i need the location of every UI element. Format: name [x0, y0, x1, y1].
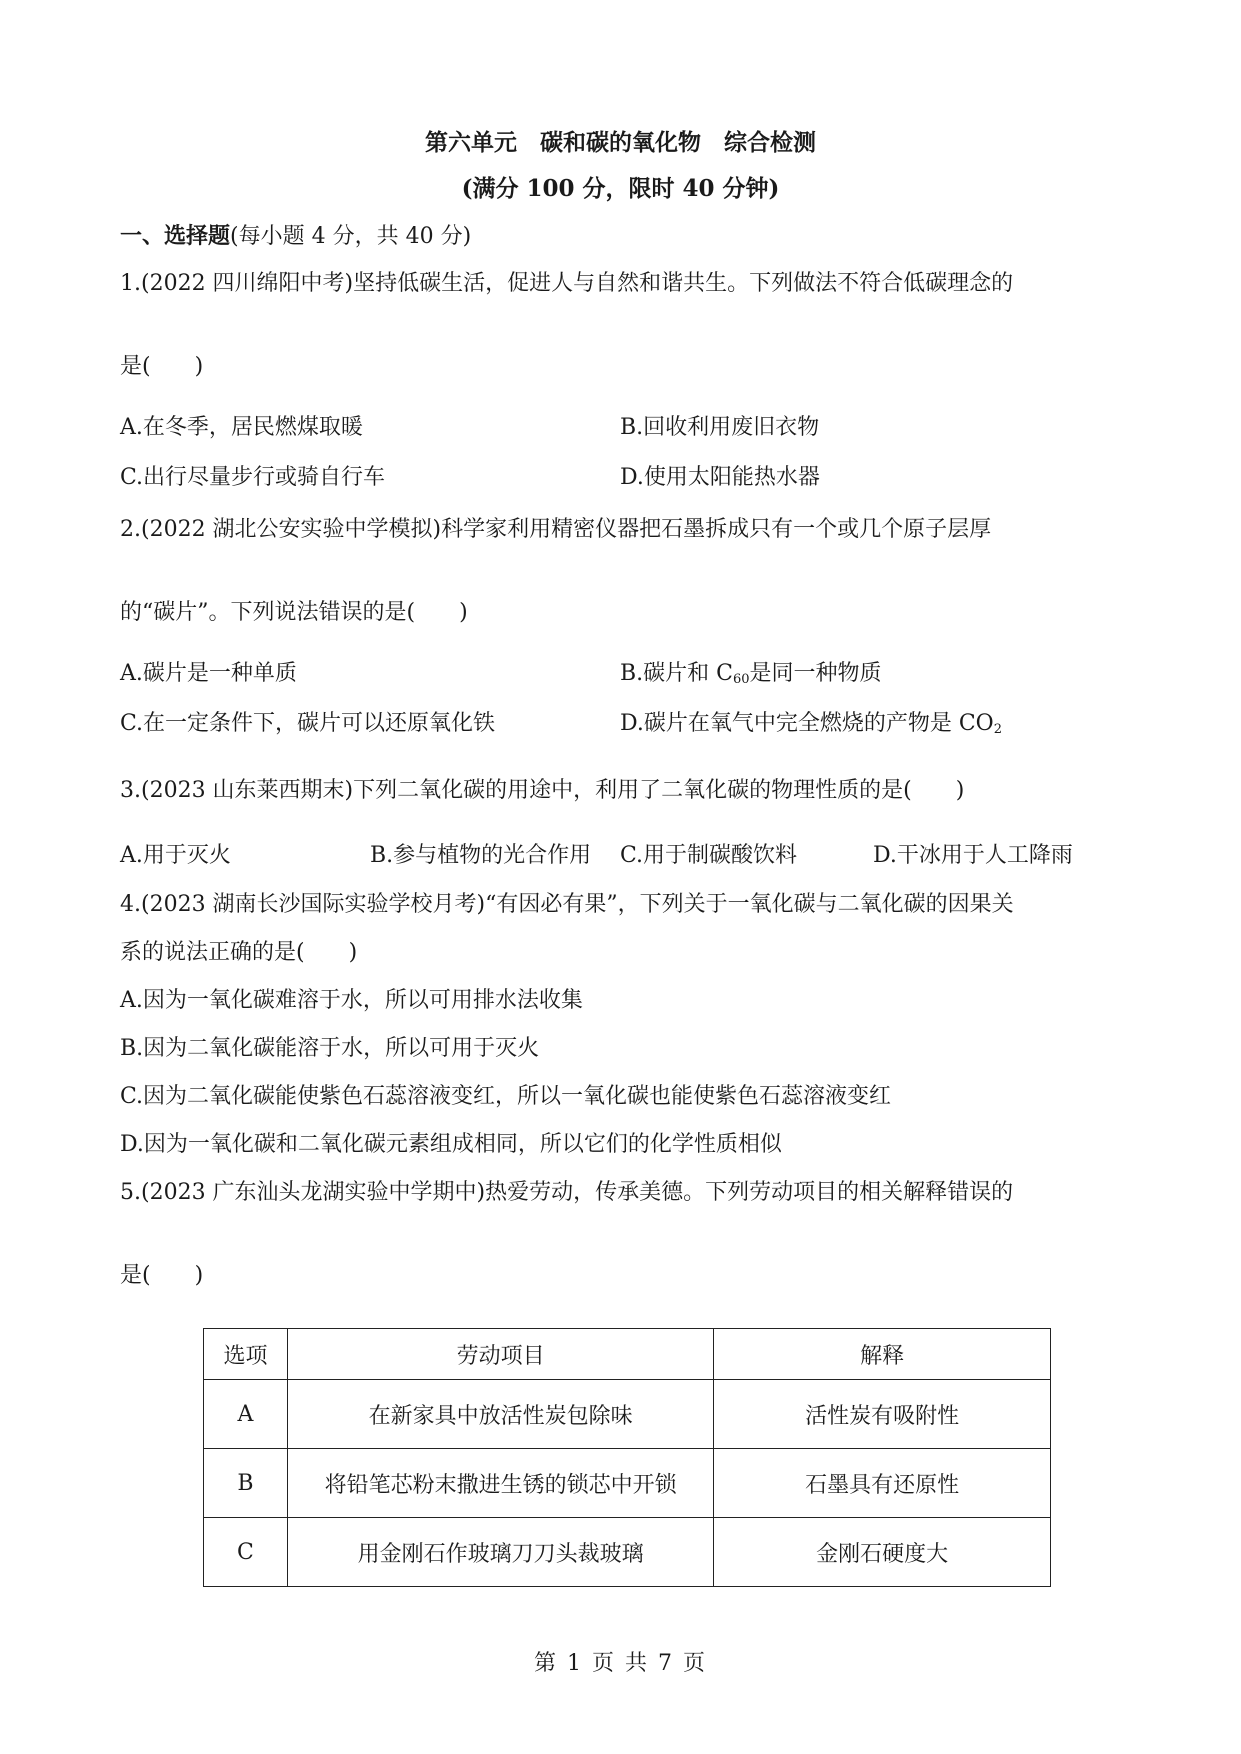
question-2-stem-line1: 2.(2022 湖北公安实验中学模拟)科学家利用精密仪器把石墨拆成只有一个或几个原子层厚 — [120, 517, 992, 542]
question-4-stem-line2: 系的说法正确的是( ) — [120, 940, 358, 965]
section-heading-note: (每小题 4 分，共 40 分) — [230, 224, 472, 249]
question-2-option-a: A.碳片是一种单质 — [120, 661, 297, 686]
question-1-option-c: C.出行尽量步行或骑自行车 — [120, 465, 386, 490]
question-4-stem-line1: 4.(2023 湖南长沙国际实验学校月考)“有因必有果”，下列关于一氧化碳与二氧化碳的因果关 — [120, 892, 1014, 917]
question-2-option-d-subscript: 2 — [993, 722, 1002, 737]
table-cell-labor: 在新家具中放活性炭包除味 — [287, 1380, 713, 1449]
table-cell-labor: 用金刚石作玻璃刀刀头裁玻璃 — [287, 1518, 713, 1587]
page-title: 第六单元 碳和碳的氧化物 综合检测 — [425, 129, 816, 156]
table-header-cell: 选项 — [204, 1329, 288, 1380]
table-cell-explanation: 活性炭有吸附性 — [714, 1380, 1051, 1449]
table-row — [204, 1449, 1051, 1518]
table-header-row — [204, 1329, 1051, 1380]
table-cell-labor: 将铅笔芯粉末撒进生锈的锁芯中开锁 — [287, 1449, 713, 1518]
question-3-option-d: D.干冰用于人工降雨 — [873, 843, 1073, 868]
question-2-option-b — [620, 656, 882, 687]
table-header-cell: 劳动项目 — [287, 1329, 713, 1380]
question-2-stem-line2: 的“碳片”。下列说法错误的是( ) — [120, 600, 468, 625]
page-subtitle: (满分 100 分，限时 40 分钟) — [461, 175, 780, 202]
question-1-option-b: B.回收利用废旧衣物 — [620, 415, 820, 440]
question-1-stem-line1: 1.(2022 四川绵阳中考)坚持低碳生活，促进人与自然和谐共生。下列做法不符合低碳理念的 — [120, 271, 1014, 296]
table-cell-option: A — [204, 1380, 288, 1449]
table-header-cell: 解释 — [714, 1329, 1051, 1380]
question-1-option-a: A.在冬季，居民燃煤取暖 — [120, 415, 363, 440]
table-cell-explanation: 石墨具有还原性 — [714, 1449, 1051, 1518]
question-2-option-b-text: B.碳片和 C — [620, 661, 733, 686]
question-3-stem: 3.(2023 山东莱西期末)下列二氧化碳的用途中，利用了二氧化碳的物理性质的是( ) — [120, 778, 965, 803]
question-1-option-d: D.使用太阳能热水器 — [620, 465, 820, 490]
table-cell-option: B — [204, 1449, 288, 1518]
table-row — [204, 1380, 1051, 1449]
question-3-option-b: B.参与植物的光合作用 — [370, 843, 592, 868]
page-number: 第 1 页 共 7 页 — [534, 1651, 707, 1676]
section-heading-label: 一、选择题 — [120, 223, 231, 249]
question-2-option-b-subscript: 60 — [733, 672, 750, 687]
question-4-option-a: A.因为一氧化碳难溶于水，所以可用排水法收集 — [120, 988, 583, 1013]
question-4-option-c: C.因为二氧化碳能使紫色石蕊溶液变红，所以一氧化碳也能使紫色石蕊溶液变红 — [120, 1084, 892, 1109]
question-1-stem-line2: 是( ) — [120, 354, 204, 379]
section-heading — [120, 219, 471, 250]
question-4-option-d: D.因为一氧化碳和二氧化碳元素组成相同，所以它们的化学性质相似 — [120, 1132, 782, 1157]
question-2-option-d-text: D.碳片在氧气中完全燃烧的产物是 CO — [620, 711, 994, 736]
question-5-stem-line1: 5.(2023 广东汕头龙湖实验中学期中)热爱劳动，传承美德。下列劳动项目的相关解释错误的 — [120, 1180, 1014, 1205]
question-5-table — [203, 1328, 1051, 1587]
question-5-stem-line2: 是( ) — [120, 1263, 204, 1288]
table-row — [204, 1518, 1051, 1587]
question-4-option-b: B.因为二氧化碳能溶于水，所以可用于灭火 — [120, 1036, 540, 1061]
question-3-option-c: C.用于制碳酸饮料 — [620, 843, 798, 868]
question-3-option-a: A.用于灭火 — [120, 843, 231, 868]
question-2-option-c: C.在一定条件下，碳片可以还原氧化铁 — [120, 711, 496, 736]
question-2-option-d — [620, 706, 1002, 737]
question-2-option-b-text-end: 是同一种物质 — [749, 661, 882, 686]
table-cell-option: C — [204, 1518, 288, 1587]
table-cell-explanation: 金刚石硬度大 — [714, 1518, 1051, 1587]
